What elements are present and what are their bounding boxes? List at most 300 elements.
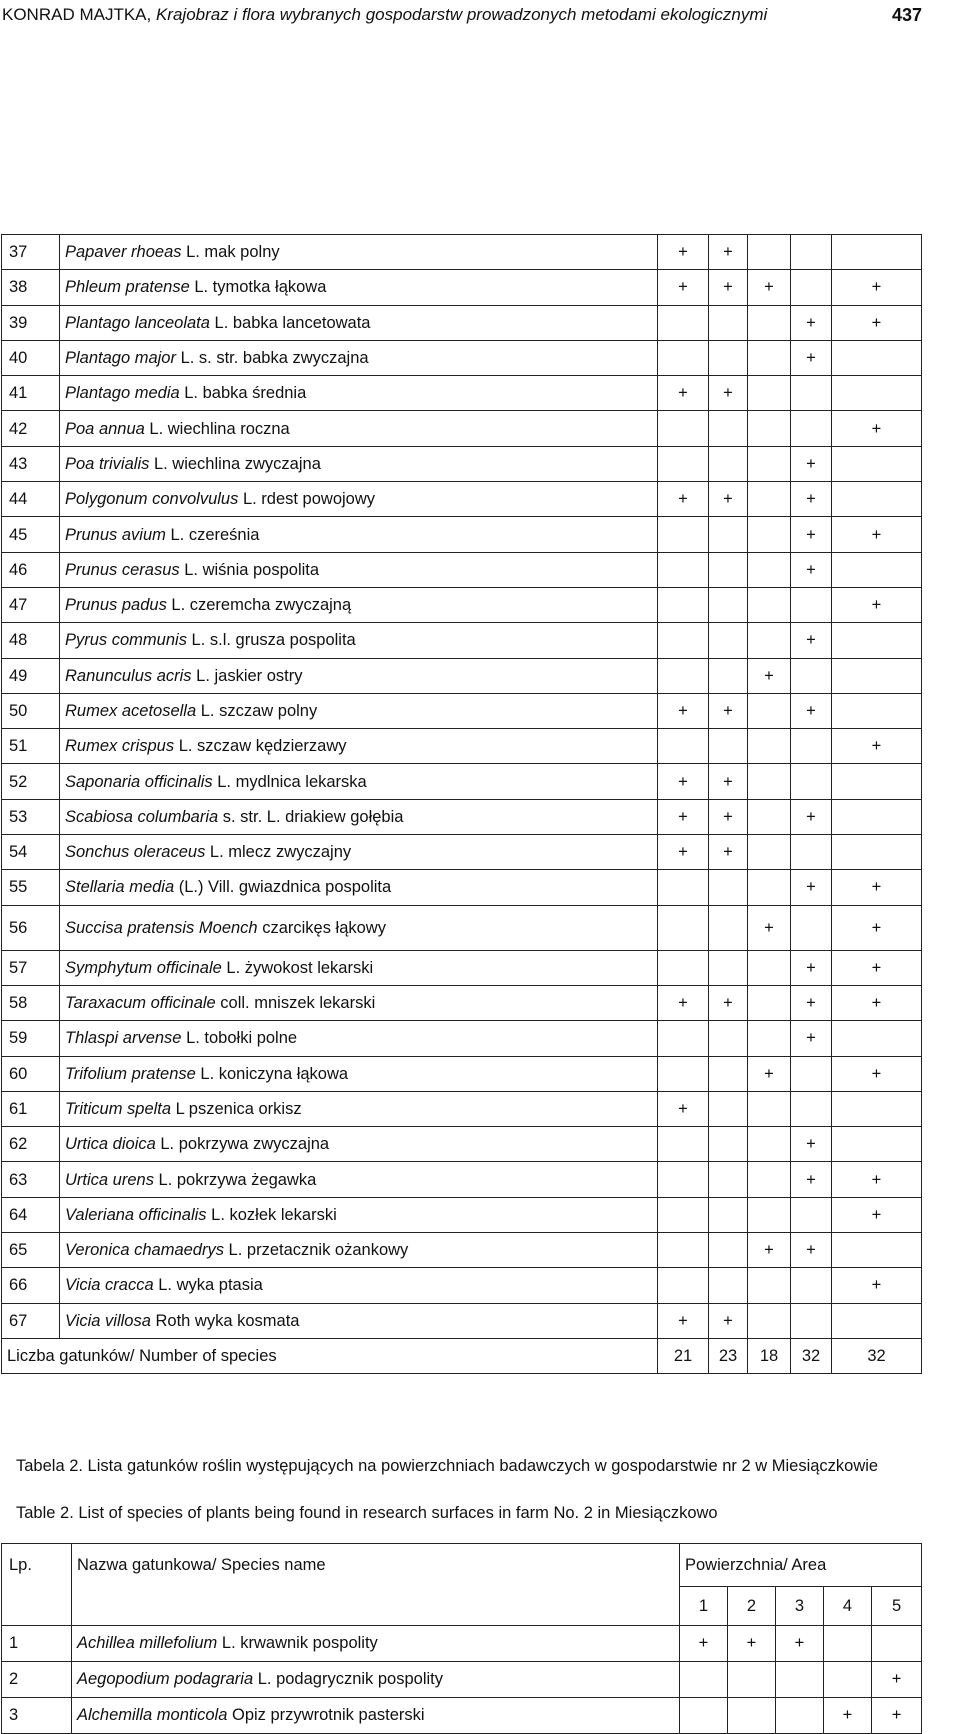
presence-cell-area-4	[791, 835, 832, 870]
latin-name: Ranunculus acris	[65, 666, 192, 685]
presence-cell-area-2	[709, 729, 748, 764]
presence-cell-area-4: +	[791, 517, 832, 552]
presence-cell-area-4: +	[791, 950, 832, 985]
presence-cell-area-5: +	[832, 985, 922, 1020]
presence-cell-area-3	[748, 446, 791, 481]
table-row	[2, 446, 922, 481]
row-number: 41	[2, 376, 60, 411]
presence-cell-area-4: +	[791, 446, 832, 481]
presence-cell-area-1	[658, 446, 709, 481]
species-description: L. wyka ptasia	[153, 1276, 263, 1295]
latin-name: Vicia cracca	[65, 1276, 154, 1295]
presence-cell-area-3	[748, 340, 791, 375]
species-name-cell	[60, 1303, 658, 1338]
area-col-3: 3	[776, 1587, 824, 1626]
species-description: L. czeremcha zwyczajną	[166, 596, 352, 615]
row-number: 44	[2, 482, 60, 517]
presence-cell-area-5: +	[832, 1197, 922, 1232]
row-number: 60	[2, 1056, 60, 1091]
presence-cell-area-3	[748, 1162, 791, 1197]
latin-name: Veronica chamaedrys	[65, 1241, 224, 1260]
table-header-row	[2, 1544, 922, 1587]
presence-cell-area-2	[709, 950, 748, 985]
presence-cell-area-5	[832, 1303, 922, 1338]
table-row	[2, 693, 922, 728]
latin-name: Poa annua	[65, 419, 145, 438]
row-number: 39	[2, 305, 60, 340]
species-name-cell	[60, 764, 658, 799]
species-name-cell	[60, 729, 658, 764]
presence-cell-area-4	[791, 1091, 832, 1126]
presence-cell-area-3	[748, 305, 791, 340]
row-number: 50	[2, 693, 60, 728]
species-name-cell	[60, 693, 658, 728]
presence-cell-area-5: +	[832, 729, 922, 764]
presence-cell-area-3: +	[776, 1626, 824, 1662]
presence-cell-area-2	[709, 446, 748, 481]
presence-cell-area-1	[658, 658, 709, 693]
presence-cell-area-2	[709, 1056, 748, 1091]
table-row	[2, 764, 922, 799]
presence-cell-area-5	[832, 482, 922, 517]
presence-cell-area-1	[658, 552, 709, 587]
presence-cell-area-2: +	[709, 764, 748, 799]
presence-cell-area-3	[748, 870, 791, 905]
row-number: 57	[2, 950, 60, 985]
species-count-label: Liczba gatunków/ Number of species	[2, 1338, 658, 1373]
page-number: 437	[891, 5, 922, 25]
presence-cell-area-1: +	[658, 693, 709, 728]
presence-cell-area-1	[680, 1698, 728, 1734]
table-row	[2, 1021, 922, 1056]
row-number: 40	[2, 340, 60, 375]
latin-name: Plantago lanceolata	[65, 313, 210, 332]
presence-cell-area-5	[832, 1091, 922, 1126]
presence-cell-area-3	[748, 1268, 791, 1303]
presence-cell-area-5: +	[832, 587, 922, 622]
presence-cell-area-3	[748, 985, 791, 1020]
row-number: 45	[2, 517, 60, 552]
presence-cell-area-1: +	[658, 799, 709, 834]
species-description: L. wiechlina zwyczajna	[149, 454, 321, 473]
species-name-cell	[60, 985, 658, 1020]
presence-cell-area-5	[832, 340, 922, 375]
table-row	[2, 376, 922, 411]
presence-cell-area-2: +	[709, 799, 748, 834]
presence-cell-area-4: +	[791, 340, 832, 375]
presence-cell-area-1	[658, 517, 709, 552]
presence-cell-area-2	[709, 587, 748, 622]
latin-name: Alchemilla monticola	[77, 1706, 228, 1724]
species-name-cell	[60, 1197, 658, 1232]
table-row	[2, 270, 922, 305]
presence-cell-area-5: +	[832, 411, 922, 446]
species-description: L. wiśnia pospolita	[179, 560, 320, 579]
table-row	[2, 905, 922, 950]
presence-cell-area-1: +	[658, 985, 709, 1020]
presence-cell-area-5	[832, 552, 922, 587]
presence-cell-area-5: +	[832, 270, 922, 305]
presence-cell-area-5: +	[832, 517, 922, 552]
presence-cell-area-2	[709, 1268, 748, 1303]
species-description: L. babka lancetowata	[209, 313, 371, 332]
presence-cell-area-5: +	[872, 1662, 922, 1698]
presence-cell-area-4	[791, 1197, 832, 1232]
species-name-cell	[60, 1233, 658, 1268]
species-name-cell	[60, 1268, 658, 1303]
species-name-cell	[60, 1091, 658, 1126]
species-description: L. krwawnik pospolity	[217, 1634, 378, 1652]
row-number: 3	[2, 1698, 72, 1734]
presence-cell-area-1	[658, 729, 709, 764]
presence-cell-area-5	[872, 1626, 922, 1662]
row-number: 65	[2, 1233, 60, 1268]
species-name-cell	[60, 1056, 658, 1091]
presence-cell-area-1	[658, 623, 709, 658]
presence-cell-area-1: +	[658, 1091, 709, 1126]
species-name-cell	[60, 623, 658, 658]
presence-cell-area-4: +	[791, 482, 832, 517]
presence-cell-area-3: +	[748, 1233, 791, 1268]
area-col-2: 2	[728, 1587, 776, 1626]
species-description: L. tobołki polne	[181, 1029, 298, 1048]
species-description: L. rdest powojowy	[238, 490, 376, 509]
presence-cell-area-4	[791, 270, 832, 305]
row-number: 38	[2, 270, 60, 305]
species-name-cell	[60, 305, 658, 340]
presence-cell-area-4	[824, 1626, 872, 1662]
presence-cell-area-3: +	[748, 1056, 791, 1091]
presence-cell-area-1: +	[680, 1626, 728, 1662]
row-number: 67	[2, 1303, 60, 1338]
row-number: 47	[2, 587, 60, 622]
presence-cell-area-1	[658, 340, 709, 375]
presence-cell-area-1	[680, 1662, 728, 1698]
presence-cell-area-1	[658, 1197, 709, 1232]
latin-name: Triticum spelta	[65, 1099, 172, 1118]
latin-name: Rumex crispus	[65, 737, 175, 756]
presence-cell-area-5	[832, 1233, 922, 1268]
presence-cell-area-5: +	[832, 305, 922, 340]
presence-cell-area-3	[748, 411, 791, 446]
presence-cell-area-5: +	[832, 950, 922, 985]
row-number: 64	[2, 1197, 60, 1232]
latin-name: Symphytum officinale	[65, 958, 222, 977]
presence-cell-area-4: +	[791, 693, 832, 728]
species-count-area-4: 32	[791, 1338, 832, 1373]
presence-cell-area-2	[709, 1021, 748, 1056]
species-description: L. tymotka łąkowa	[189, 278, 327, 297]
presence-cell-area-2	[728, 1662, 776, 1698]
species-description: coll. mniszek lekarski	[215, 994, 376, 1013]
row-number: 61	[2, 1091, 60, 1126]
presence-cell-area-5	[832, 446, 922, 481]
species-name-cell	[60, 658, 658, 693]
presence-cell-area-5: +	[832, 1268, 922, 1303]
latin-name: Saponaria officinalis	[65, 772, 213, 791]
presence-cell-area-5	[832, 799, 922, 834]
species-name-cell	[60, 376, 658, 411]
presence-cell-area-5	[832, 623, 922, 658]
presence-cell-area-3	[748, 517, 791, 552]
column-header-species-name: Nazwa gatunkowa/ Species name	[72, 1544, 680, 1626]
presence-cell-area-3	[748, 764, 791, 799]
latin-name: Valeriana officinalis	[65, 1205, 207, 1224]
presence-cell-area-2: +	[709, 1303, 748, 1338]
species-description: L pszenica orkisz	[171, 1099, 302, 1118]
species-description: s. str. L. driakiew gołębia	[218, 807, 404, 826]
presence-cell-area-4	[791, 1303, 832, 1338]
presence-cell-area-3	[748, 799, 791, 834]
species-description: L. szczaw kędzierzawy	[174, 737, 347, 756]
presence-cell-area-5	[832, 1021, 922, 1056]
table-caption-polish: Tabela 2. Lista gatunków roślin występujących na powierzchniach badawczych w gospodarstwie nr 2 w Miesiączkowie	[16, 1457, 879, 1475]
presence-cell-area-3	[748, 587, 791, 622]
species-name-cell	[72, 1662, 680, 1698]
latin-name: Scabiosa columbaria	[65, 807, 219, 826]
presence-cell-area-1: +	[658, 235, 709, 270]
latin-name: Sonchus oleraceus	[65, 843, 206, 862]
presence-cell-area-4	[824, 1662, 872, 1698]
presence-cell-area-2: +	[709, 235, 748, 270]
presence-cell-area-3	[748, 950, 791, 985]
row-number: 42	[2, 411, 60, 446]
table-row	[2, 1626, 922, 1662]
species-name-cell	[60, 1127, 658, 1162]
table-row	[2, 835, 922, 870]
table-row	[2, 1056, 922, 1091]
species-table-farm-2	[1, 1543, 922, 1734]
species-description: L. pokrzywa żegawka	[153, 1170, 317, 1189]
presence-cell-area-2	[709, 552, 748, 587]
running-header	[2, 3, 922, 27]
presence-cell-area-4	[791, 764, 832, 799]
presence-cell-area-3	[748, 376, 791, 411]
presence-cell-area-2: +	[709, 693, 748, 728]
area-col-4: 4	[824, 1587, 872, 1626]
table-row	[2, 658, 922, 693]
presence-cell-area-5	[832, 1127, 922, 1162]
column-header-lp: Lp.	[2, 1544, 72, 1626]
presence-cell-area-5	[832, 376, 922, 411]
presence-cell-area-2: +	[709, 270, 748, 305]
header-author: KONRAD MAJTKA,	[2, 5, 156, 24]
presence-cell-area-1: +	[658, 376, 709, 411]
presence-cell-area-5: +	[832, 1056, 922, 1091]
latin-name: Poa trivialis	[65, 454, 150, 473]
species-description: L. babka średnia	[179, 384, 307, 403]
presence-cell-area-3: +	[748, 270, 791, 305]
latin-name: Rumex acetosella	[65, 702, 197, 720]
presence-cell-area-4: +	[791, 799, 832, 834]
presence-cell-area-1: +	[658, 270, 709, 305]
presence-cell-area-5	[832, 235, 922, 270]
species-name-cell	[60, 270, 658, 305]
row-number: 48	[2, 623, 60, 658]
presence-cell-area-2: +	[709, 835, 748, 870]
species-description: L. przetacznik ożankowy	[223, 1241, 409, 1260]
table-row	[2, 950, 922, 985]
table-row	[2, 552, 922, 587]
species-name-cell	[60, 587, 658, 622]
latin-name: Stellaria media	[65, 878, 175, 897]
row-number: 49	[2, 658, 60, 693]
presence-cell-area-5	[832, 835, 922, 870]
table-row	[2, 1303, 922, 1338]
table-row	[2, 870, 922, 905]
species-name-cell	[60, 905, 658, 950]
table-row	[2, 482, 922, 517]
presence-cell-area-1	[658, 1056, 709, 1091]
header-title: Krajobraz i flora wybranych gospodarstw prowadzonych metodami ekologicznymi	[155, 5, 768, 24]
latin-name: Vicia villosa	[65, 1311, 151, 1330]
species-name-cell	[60, 340, 658, 375]
presence-cell-area-5: +	[832, 905, 922, 950]
presence-cell-area-4: +	[791, 1162, 832, 1197]
row-number: 63	[2, 1162, 60, 1197]
table-row	[2, 1127, 922, 1162]
presence-cell-area-3	[748, 1127, 791, 1162]
presence-cell-area-1	[658, 1021, 709, 1056]
species-description: L. czereśnia	[165, 525, 260, 544]
presence-cell-area-4	[791, 1056, 832, 1091]
latin-name: Prunus cerasus	[65, 560, 180, 579]
table-row	[2, 1233, 922, 1268]
latin-name: Aegopodium podagraria	[77, 1670, 254, 1688]
presence-cell-area-5: +	[872, 1698, 922, 1734]
row-number: 53	[2, 799, 60, 834]
table-row	[2, 1662, 922, 1698]
presence-cell-area-4: +	[791, 305, 832, 340]
presence-cell-area-1	[658, 950, 709, 985]
presence-cell-area-3	[748, 835, 791, 870]
species-name-cell	[60, 482, 658, 517]
presence-cell-area-3: +	[748, 905, 791, 950]
presence-cell-area-4: +	[791, 1021, 832, 1056]
presence-cell-area-3: +	[748, 658, 791, 693]
latin-name: Plantago media	[65, 384, 180, 403]
latin-name: Trifolium pratense	[65, 1064, 196, 1083]
presence-cell-area-5: +	[832, 1162, 922, 1197]
latin-name: Urtica urens	[65, 1170, 154, 1189]
presence-cell-area-4	[791, 235, 832, 270]
presence-cell-area-4	[791, 376, 832, 411]
table-row	[2, 623, 922, 658]
species-name-cell	[60, 517, 658, 552]
presence-cell-area-3	[748, 1197, 791, 1232]
table-row	[2, 340, 922, 375]
presence-cell-area-1: +	[658, 835, 709, 870]
species-name-cell	[60, 835, 658, 870]
species-name-cell	[72, 1698, 680, 1734]
latin-name: Pyrus communis	[65, 631, 187, 650]
presence-cell-area-5	[832, 658, 922, 693]
presence-cell-area-2: +	[709, 482, 748, 517]
presence-cell-area-5	[832, 693, 922, 728]
presence-cell-area-2	[709, 870, 748, 905]
species-count-area-1: 21	[658, 1338, 709, 1373]
latin-name: Phleum pratense	[65, 278, 190, 297]
presence-cell-area-2: +	[709, 985, 748, 1020]
presence-cell-area-4	[791, 411, 832, 446]
presence-cell-area-2	[709, 905, 748, 950]
presence-cell-area-2	[728, 1698, 776, 1734]
latin-name: Prunus padus	[65, 596, 167, 615]
table-row	[2, 1268, 922, 1303]
species-table-continued	[1, 234, 922, 1374]
species-description: L. kozłek lekarski	[206, 1205, 337, 1224]
presence-cell-area-5	[832, 764, 922, 799]
table-row	[2, 729, 922, 764]
table-row	[2, 235, 922, 270]
species-count-area-2: 23	[709, 1338, 748, 1373]
table-caption-english: Table 2. List of species of plants being found in research surfaces in farm No. 2 in Miesiączkowo	[16, 1504, 718, 1522]
presence-cell-area-4	[791, 587, 832, 622]
presence-cell-area-2	[709, 1162, 748, 1197]
presence-cell-area-3	[748, 693, 791, 728]
presence-cell-area-1	[658, 905, 709, 950]
presence-cell-area-1: +	[658, 482, 709, 517]
species-name-cell	[60, 1162, 658, 1197]
species-description: L. mydlnica lekarska	[212, 772, 367, 791]
species-description: L. pokrzywa zwyczajna	[155, 1135, 330, 1154]
table-row	[2, 985, 922, 1020]
latin-name: Achillea millefolium	[77, 1634, 218, 1652]
row-number: 52	[2, 764, 60, 799]
row-number: 59	[2, 1021, 60, 1056]
presence-cell-area-2	[709, 1233, 748, 1268]
table-row	[2, 305, 922, 340]
presence-cell-area-3	[776, 1698, 824, 1734]
presence-cell-area-1	[658, 411, 709, 446]
table-row	[2, 1197, 922, 1232]
presence-cell-area-4: +	[791, 552, 832, 587]
presence-cell-area-1	[658, 870, 709, 905]
presence-cell-area-3	[748, 1091, 791, 1126]
presence-cell-area-2	[709, 305, 748, 340]
species-name-cell	[60, 870, 658, 905]
area-col-5: 5	[872, 1587, 922, 1626]
presence-cell-area-1	[658, 1162, 709, 1197]
table-row	[2, 1162, 922, 1197]
presence-cell-area-2: +	[709, 376, 748, 411]
row-number: 54	[2, 835, 60, 870]
presence-cell-area-3	[776, 1662, 824, 1698]
presence-cell-area-4: +	[824, 1698, 872, 1734]
presence-cell-area-4: +	[791, 1127, 832, 1162]
species-name-cell	[60, 411, 658, 446]
presence-cell-area-3	[748, 1021, 791, 1056]
presence-cell-area-3	[748, 623, 791, 658]
species-description: L. jaskier ostry	[191, 666, 303, 685]
latin-name: Succisa pratensis Moench	[65, 918, 258, 937]
presence-cell-area-1	[658, 1127, 709, 1162]
species-name-cell	[60, 235, 658, 270]
species-name-cell	[60, 446, 658, 481]
row-number: 66	[2, 1268, 60, 1303]
presence-cell-area-1	[658, 1268, 709, 1303]
table-row	[2, 1698, 922, 1734]
latin-name: Plantago major	[65, 349, 176, 368]
row-number: 62	[2, 1127, 60, 1162]
presence-cell-area-2	[709, 517, 748, 552]
species-description: L. szczaw polny	[196, 702, 318, 720]
table-row	[2, 587, 922, 622]
presence-cell-area-4	[791, 1268, 832, 1303]
row-number: 37	[2, 235, 60, 270]
presence-cell-area-2	[709, 1127, 748, 1162]
latin-name: Thlaspi arvense	[65, 1029, 182, 1048]
